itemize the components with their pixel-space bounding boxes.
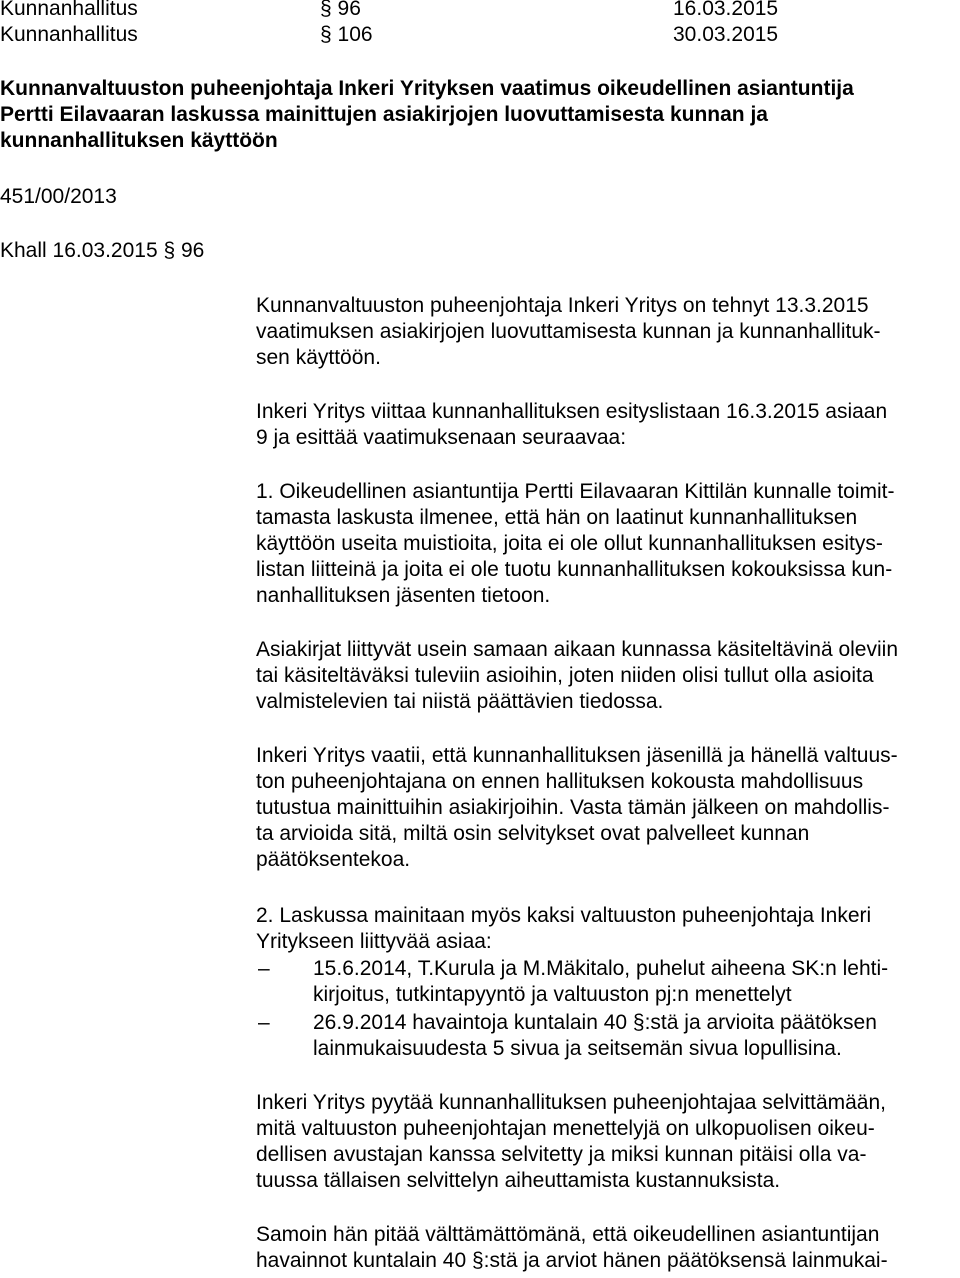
list-item-line: 26.9.2014 havaintoja kuntalain 40 §:stä ja arvioita päätöksen	[313, 1011, 877, 1034]
header-body: Kunnanhallitus	[0, 0, 138, 20]
title-line: Kunnanvaltuuston puheenjohtaja Inkeri Yrityksen vaatimus oikeudellinen asiantuntija	[0, 77, 854, 100]
paragraph-line: Samoin hän pitää välttämättömänä, että oikeudellinen asiantuntijan	[256, 1223, 880, 1246]
title-line: kunnanhallituksen käyttöön	[0, 129, 278, 152]
paragraph-line: havainnot kuntalain 40 §:stä ja arviot hänen päätöksensä lainmukai-	[256, 1249, 888, 1272]
header-section: § 106	[320, 23, 373, 46]
list-item-line: lainmukaisuudesta 5 sivua ja seitsemän sivua lopullisina.	[313, 1037, 842, 1060]
paragraph-line: 1. Oikeudellinen asiantuntija Pertti Eilavaaran Kittilän kunnalle toimit-	[256, 480, 895, 503]
list-item-line: kirjoitus, tutkintapyyntö ja valtuuston pj:n menettelyt	[313, 983, 792, 1006]
diary-number: 451/00/2013	[0, 185, 117, 208]
paragraph-line: päätöksentekoa.	[256, 848, 411, 871]
paragraph-line: ta arvioida sitä, miltä osin selvitykset ovat palvelleet kunnan	[256, 822, 810, 845]
paragraph-line: Yritykseen liittyvää asiaa:	[256, 930, 492, 953]
title-line: Pertti Eilavaaran laskussa mainittujen asiakirjojen luovuttamisesta kunnan ja	[0, 103, 768, 126]
dash-bullet: –	[258, 957, 270, 980]
paragraph-line: dellisen avustajan kanssa selvitetty ja miksi kunnan pitäisi olla va-	[256, 1143, 867, 1166]
header-body: Kunnanhallitus	[0, 23, 138, 46]
paragraph-line: Asiakirjat liittyvät usein samaan aikaan kunnassa käsiteltävinä oleviin	[256, 638, 898, 661]
paragraph-line: nanhallituksen jäsenten tietoon.	[256, 584, 551, 607]
paragraph-line: tai käsiteltäväksi tuleviin asioihin, joten niiden olisi tullut olla asioita	[256, 664, 874, 687]
paragraph-line: ton puheenjohtajana on ennen hallituksen kokousta mahdollisuus	[256, 770, 864, 793]
paragraph-line: sen käyttöön.	[256, 346, 381, 369]
list-item-line: 15.6.2014, T.Kurula ja M.Mäkitalo, puhelut aiheena SK:n lehti-	[313, 957, 889, 980]
paragraph-line: Inkeri Yritys vaatii, että kunnanhallituksen jäsenillä ja hänellä valtuus-	[256, 744, 898, 767]
paragraph-line: Inkeri Yritys pyytää kunnanhallituksen puheenjohtajaa selvittämään,	[256, 1091, 886, 1114]
paragraph-line: Inkeri Yritys viittaa kunnanhallituksen esityslistaan 16.3.2015 asiaan	[256, 400, 888, 423]
header-date: 30.03.2015	[673, 23, 779, 46]
meeting-reference: Khall 16.03.2015 § 96	[0, 239, 205, 262]
paragraph-line: listan liitteinä ja joita ei ole tuotu kunnanhallituksen kokouksissa kun-	[256, 558, 893, 581]
paragraph-line: 2. Laskussa mainitaan myös kaksi valtuuston puheenjohtaja Inkeri	[256, 904, 872, 927]
paragraph-line: Kunnanvaltuuston puheenjohtaja Inkeri Yritys on tehnyt 13.3.2015	[256, 294, 869, 317]
paragraph-line: tutustua mainittuihin asiakirjoihin. Vasta tämän jälkeen on mahdollis-	[256, 796, 890, 819]
paragraph-line: tamasta laskusta ilmenee, että hän on laatinut kunnanhallituksen	[256, 506, 858, 529]
paragraph-line: valmistelevien tai niistä päättävien tiedossa.	[256, 690, 664, 713]
paragraph-line: 9 ja esittää vaatimuksenaan seuraavaa:	[256, 426, 627, 449]
header-date: 16.03.2015	[673, 0, 779, 20]
paragraph-line: mitä valtuuston puheenjohtajan menettelyjä on ulkopuolisen oikeu-	[256, 1117, 875, 1140]
paragraph-line: käyttöön useita muistioita, joita ei ole ollut kunnanhallituksen esitys-	[256, 532, 883, 555]
paragraph-line: vaatimuksen asiakirjojen luovuttamisesta kunnan ja kunnanhallituk-	[256, 320, 881, 343]
paragraph-line: tuussa tällaisen selvittelyn aiheuttamista kustannuksista.	[256, 1169, 781, 1192]
header-section: § 96	[320, 0, 361, 20]
dash-bullet: –	[258, 1011, 270, 1034]
